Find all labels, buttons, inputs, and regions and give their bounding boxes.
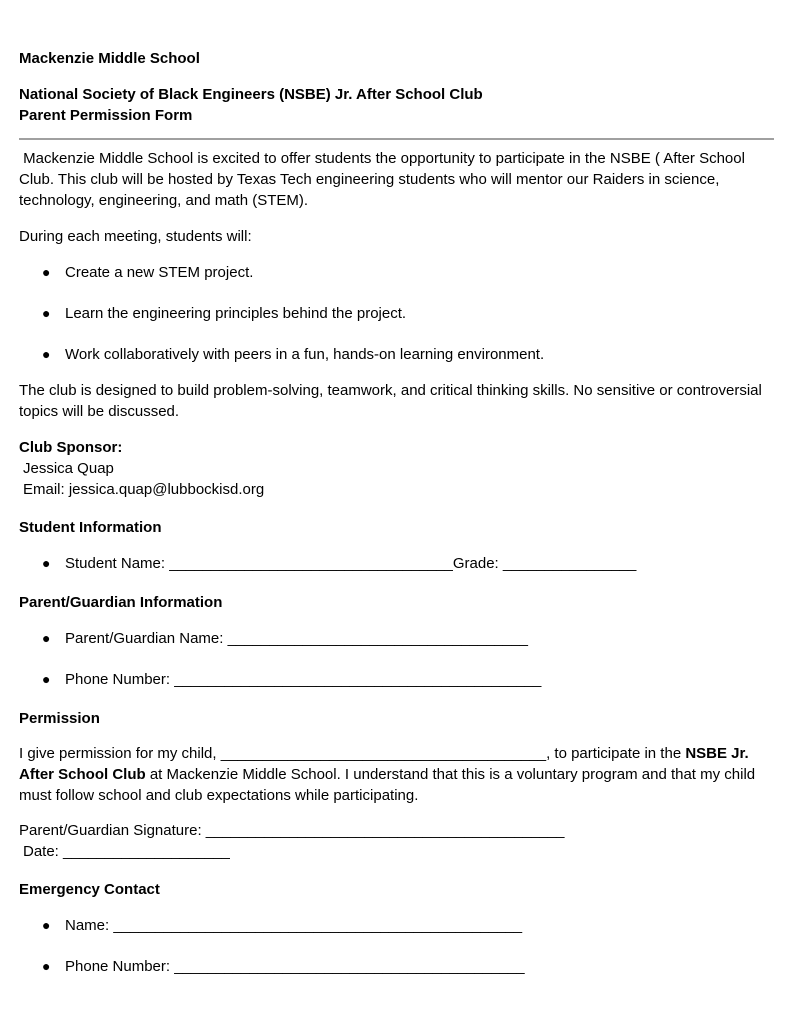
bullet-icon: ● xyxy=(42,555,51,571)
list-item xyxy=(19,303,774,324)
date-field[interactable]: Date: ____________________ xyxy=(23,843,230,860)
bullet-icon: ● xyxy=(42,305,51,321)
student-info-heading: Student Information xyxy=(19,519,162,536)
list-item xyxy=(19,344,774,365)
permission-text-end: at Mackenzie Middle School. I understand that this is a voluntary program and that my child must follow school and club expectations while participating. xyxy=(19,766,756,804)
guardian-info-heading: Parent/Guardian Information xyxy=(19,594,223,611)
student-info-list xyxy=(19,553,774,574)
header-divider xyxy=(19,138,774,140)
meeting-lead: During each meeting, students will: xyxy=(19,228,252,245)
bullet-icon: ● xyxy=(42,958,51,974)
bullet-icon: ● xyxy=(42,630,51,646)
intro-paragraph: Mackenzie Middle School is excited to offer students the opportunity to participate in the NSBE ( After School Club. This club will be hosted by Texas Tech engineering students who will mentor our Raiders in science, technology, engineering, and math (STEM). xyxy=(19,150,750,209)
school-name: Mackenzie Middle School xyxy=(19,50,200,67)
guardian-phone-field[interactable] xyxy=(19,669,774,690)
sponsor-email: Email: jessica.quap@lubbockisd.org xyxy=(23,481,265,498)
guardian-info-list xyxy=(19,628,774,690)
signature-field[interactable] xyxy=(19,820,774,841)
guardian-phone-line[interactable]: Phone Number: ____________________________________________ xyxy=(65,671,542,688)
permission-text-start: I give permission for my child, _______________________________________, to participate in the xyxy=(19,745,686,762)
sponsor-heading: Club Sponsor: xyxy=(19,439,123,456)
guardian-name-field[interactable] xyxy=(19,628,774,649)
permission-form xyxy=(19,48,774,977)
emergency-list xyxy=(19,915,774,977)
club-description: The club is designed to build problem-solving, teamwork, and critical thinking skills. No sensitive or controversial topics will be discussed. xyxy=(19,382,762,420)
bullet-icon: ● xyxy=(42,917,51,933)
bullet-icon: ● xyxy=(42,264,51,280)
emergency-name-field[interactable] xyxy=(19,915,774,936)
club-name-emphasis: NSBE Jr. After School Club xyxy=(19,745,749,783)
sponsor-name: Jessica Quap xyxy=(23,460,114,477)
form-title-line2: Parent Permission Form xyxy=(19,107,193,124)
emergency-heading: Emergency Contact xyxy=(19,881,160,898)
student-name-grade-field[interactable] xyxy=(19,553,774,574)
form-title-line1: National Society of Black Engineers (NSBE) Jr. After School Club xyxy=(19,86,483,103)
list-item-text: Create a new STEM project. xyxy=(65,264,254,281)
list-item-text: Learn the engineering principles behind the project. xyxy=(65,305,407,322)
list-item xyxy=(19,262,774,283)
emergency-phone-line[interactable]: Phone Number: __________________________________________ xyxy=(65,958,525,975)
meeting-activities xyxy=(19,262,774,365)
permission-heading: Permission xyxy=(19,710,100,727)
bullet-icon: ● xyxy=(42,346,51,362)
list-item-text: Work collaboratively with peers in a fun, hands-on learning environment. xyxy=(65,346,545,363)
student-name-grade-line[interactable]: Student Name: __________________________________Grade: ________________ xyxy=(65,555,637,572)
form-title xyxy=(19,84,774,126)
guardian-name-line[interactable]: Parent/Guardian Name: ____________________________________ xyxy=(65,630,528,647)
emergency-phone-field[interactable] xyxy=(19,956,774,977)
emergency-name-line[interactable]: Name: _________________________________________________ xyxy=(65,917,523,934)
signature-line[interactable]: Parent/Guardian Signature: ___________________________________________ xyxy=(19,822,565,839)
bullet-icon: ● xyxy=(42,671,51,687)
permission-statement xyxy=(19,743,774,806)
